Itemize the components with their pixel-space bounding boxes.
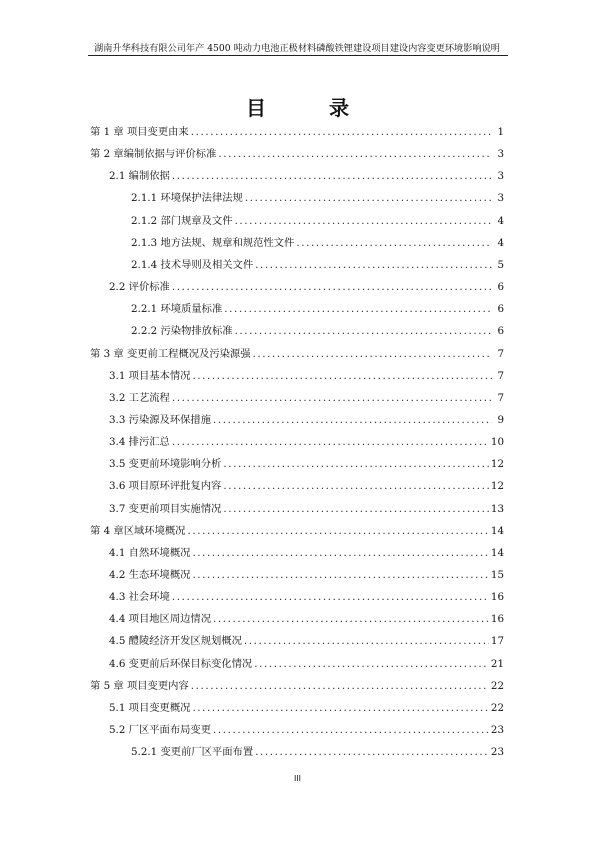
- toc-entry-page: 16: [490, 613, 504, 626]
- toc-entry-page: 22: [490, 679, 504, 692]
- toc-entry[interactable]: [109, 701, 504, 715]
- toc-leader-dots: [187, 524, 488, 538]
- toc-entry[interactable]: [90, 347, 504, 361]
- toc-entry[interactable]: [90, 147, 504, 161]
- toc-leader-dots: [254, 657, 489, 671]
- toc-leader-dots: [296, 236, 492, 250]
- toc-entry-page: 12: [490, 480, 504, 493]
- toc-entry-title: 第 5 章 项目变更内容: [90, 679, 189, 692]
- toc-entry[interactable]: [109, 457, 504, 471]
- toc-entry-page: 5: [497, 258, 504, 271]
- toc-entry-page: 6: [497, 281, 504, 294]
- toc-entry[interactable]: [109, 391, 504, 405]
- toc-leader-dots: [255, 745, 489, 759]
- toc-entry[interactable]: [109, 479, 504, 493]
- toc-entry[interactable]: [109, 435, 504, 449]
- toc-entry[interactable]: [109, 169, 504, 183]
- toc-entry-title: 2.1 编制依据: [109, 170, 170, 183]
- toc-leader-dots: [223, 502, 489, 516]
- toc-leader-dots: [218, 147, 492, 161]
- toc-entry[interactable]: [109, 634, 504, 648]
- toc-entry[interactable]: [109, 369, 504, 383]
- toc-entry[interactable]: [109, 546, 504, 560]
- toc-entry-title: 3.2 工艺流程: [109, 391, 170, 404]
- toc-entry-page: 22: [490, 701, 504, 714]
- toc-entry-title: 5.2.1 变更前厂区平面布置: [131, 746, 254, 759]
- toc-leader-dots: [235, 214, 492, 228]
- toc-leader-dots: [172, 590, 489, 604]
- toc-entry[interactable]: [131, 236, 504, 250]
- toc-entry[interactable]: [90, 125, 504, 139]
- toc-entry-page: 12: [490, 458, 504, 471]
- toc-entry-page: 10: [490, 436, 504, 449]
- toc-entry[interactable]: [90, 524, 504, 538]
- toc-entry[interactable]: [131, 745, 504, 759]
- page-number: III: [293, 774, 302, 783]
- header-divider: [88, 55, 508, 56]
- toc-leader-dots: [172, 169, 492, 183]
- toc-entry-title: 3.5 变更前环境影响分析: [109, 458, 222, 471]
- toc-entry[interactable]: [109, 612, 504, 626]
- toc-entry-title: 3.4 排污汇总: [109, 436, 170, 449]
- toc-entry-page: 21: [490, 657, 504, 670]
- toc-entry-page: 3: [497, 170, 504, 183]
- toc-entry-page: 14: [490, 546, 504, 559]
- toc-leader-dots: [213, 723, 489, 737]
- toc-entry[interactable]: [109, 502, 504, 516]
- toc-entry-page: 7: [497, 369, 504, 382]
- toc-entry-page: 3: [497, 148, 504, 161]
- toc-entry[interactable]: [109, 590, 504, 604]
- toc-leader-dots: [223, 479, 489, 493]
- toc-entry[interactable]: [109, 568, 504, 582]
- toc-leader-dots: [213, 612, 489, 626]
- toc-leader-dots: [192, 568, 488, 582]
- toc-entry-title: 2.1.1 环境保护法律法规: [131, 192, 243, 205]
- running-header: 湖南升华科技有限公司年产 4500 吨动力电池正极材料磷酸铁锂建设项目建设内容变更环境影响说明: [94, 43, 500, 54]
- toc-entry-title: 4.1 自然环境概况: [109, 546, 191, 559]
- toc-leader-dots: [245, 191, 492, 205]
- page-title: 目 录: [246, 96, 377, 120]
- toc-entry-title: 2.2.1 环境质量标准: [131, 303, 223, 316]
- toc-leader-dots: [172, 435, 489, 449]
- toc-entry-title: 5.1 项目变更概况: [109, 701, 191, 714]
- toc-entry-page: 23: [490, 746, 504, 759]
- toc-entry-title: 2.1.2 部门规章及文件: [131, 214, 233, 227]
- toc-entry-title: 第 4 章区域环境概况: [90, 524, 186, 537]
- toc-leader-dots: [244, 634, 489, 648]
- toc-leader-dots: [192, 369, 492, 383]
- toc-entry[interactable]: [131, 324, 504, 338]
- toc-entry[interactable]: [109, 413, 504, 427]
- toc-entry-title: 第 3 章 变更前工程概况及污染源强: [90, 347, 251, 360]
- toc-leader-dots: [213, 413, 492, 427]
- toc-entry-page: 17: [490, 635, 504, 648]
- toc-leader-dots: [192, 546, 488, 560]
- toc-entry-title: 4.5 醴陵经济开发区规划概况: [109, 635, 242, 648]
- toc-entry-title: 4.4 项目地区周边情况: [109, 613, 212, 626]
- toc-entry-page: 7: [497, 391, 504, 404]
- toc-entry[interactable]: [131, 214, 504, 228]
- toc-leader-dots: [192, 701, 488, 715]
- toc-leader-dots: [172, 391, 492, 405]
- toc-entry-title: 3.1 项目基本情况: [109, 369, 191, 382]
- toc-entry-title: 第 2 章编制依据与评价标准: [90, 148, 217, 161]
- toc-entry-page: 13: [490, 502, 504, 515]
- toc-entry-title: 2.2.2 污染物排放标准: [131, 325, 233, 338]
- toc-entry[interactable]: [109, 657, 504, 671]
- toc-entry-page: 6: [497, 325, 504, 338]
- toc-entry-page: 4: [497, 236, 504, 249]
- toc-entry-title: 2.1.4 技术导则及相关文件: [131, 258, 254, 271]
- toc-entry-page: 4: [497, 214, 504, 227]
- toc-entry-title: 3.3 污染源及环保措施: [109, 413, 212, 426]
- toc-entry[interactable]: [109, 723, 504, 737]
- toc-leader-dots: [224, 302, 492, 316]
- toc-entry-title: 4.3 社会环境: [109, 591, 170, 604]
- toc-leader-dots: [253, 347, 492, 361]
- toc-entry-title: 5.2 厂区平面布局变更: [109, 724, 212, 737]
- toc-entry-title: 2.2 评价标准: [109, 281, 170, 294]
- toc-entry-page: 3: [497, 192, 504, 205]
- toc-entry-page: 16: [490, 591, 504, 604]
- toc-entry-title: 4.6 变更前后环保目标变化情况: [109, 657, 253, 670]
- toc-leader-dots: [255, 258, 492, 272]
- toc-entry-title: 3.7 变更前项目实施情况: [109, 502, 222, 515]
- toc-entry-page: 23: [490, 724, 504, 737]
- toc-leader-dots: [223, 457, 489, 471]
- toc-entry-title: 4.2 生态环境概况: [109, 569, 191, 581]
- toc-entry-page: 9: [497, 413, 504, 426]
- toc-entry-page: 14: [490, 524, 504, 537]
- toc-entry[interactable]: [109, 280, 504, 294]
- toc-entry[interactable]: [90, 679, 504, 693]
- toc-entry-page: 6: [497, 303, 504, 316]
- toc-entry-title: 第 1 章 项目变更由来: [90, 126, 189, 138]
- toc-entry[interactable]: [131, 191, 504, 205]
- toc-entry-page: 15: [490, 569, 504, 581]
- toc-leader-dots: [235, 324, 492, 338]
- toc-leader-dots: [191, 679, 489, 693]
- toc-entry-title: 3.6 项目原环评批复内容: [109, 480, 222, 493]
- toc-leader-dots: [191, 125, 492, 139]
- toc-entry-page: 1: [497, 126, 504, 138]
- toc-entry-title: 2.1.3 地方法规、规章和规范性文件: [131, 236, 295, 249]
- toc-entry-page: 7: [497, 347, 504, 360]
- toc-entry[interactable]: [131, 258, 504, 272]
- toc-entry[interactable]: [131, 302, 504, 316]
- toc-leader-dots: [172, 280, 492, 294]
